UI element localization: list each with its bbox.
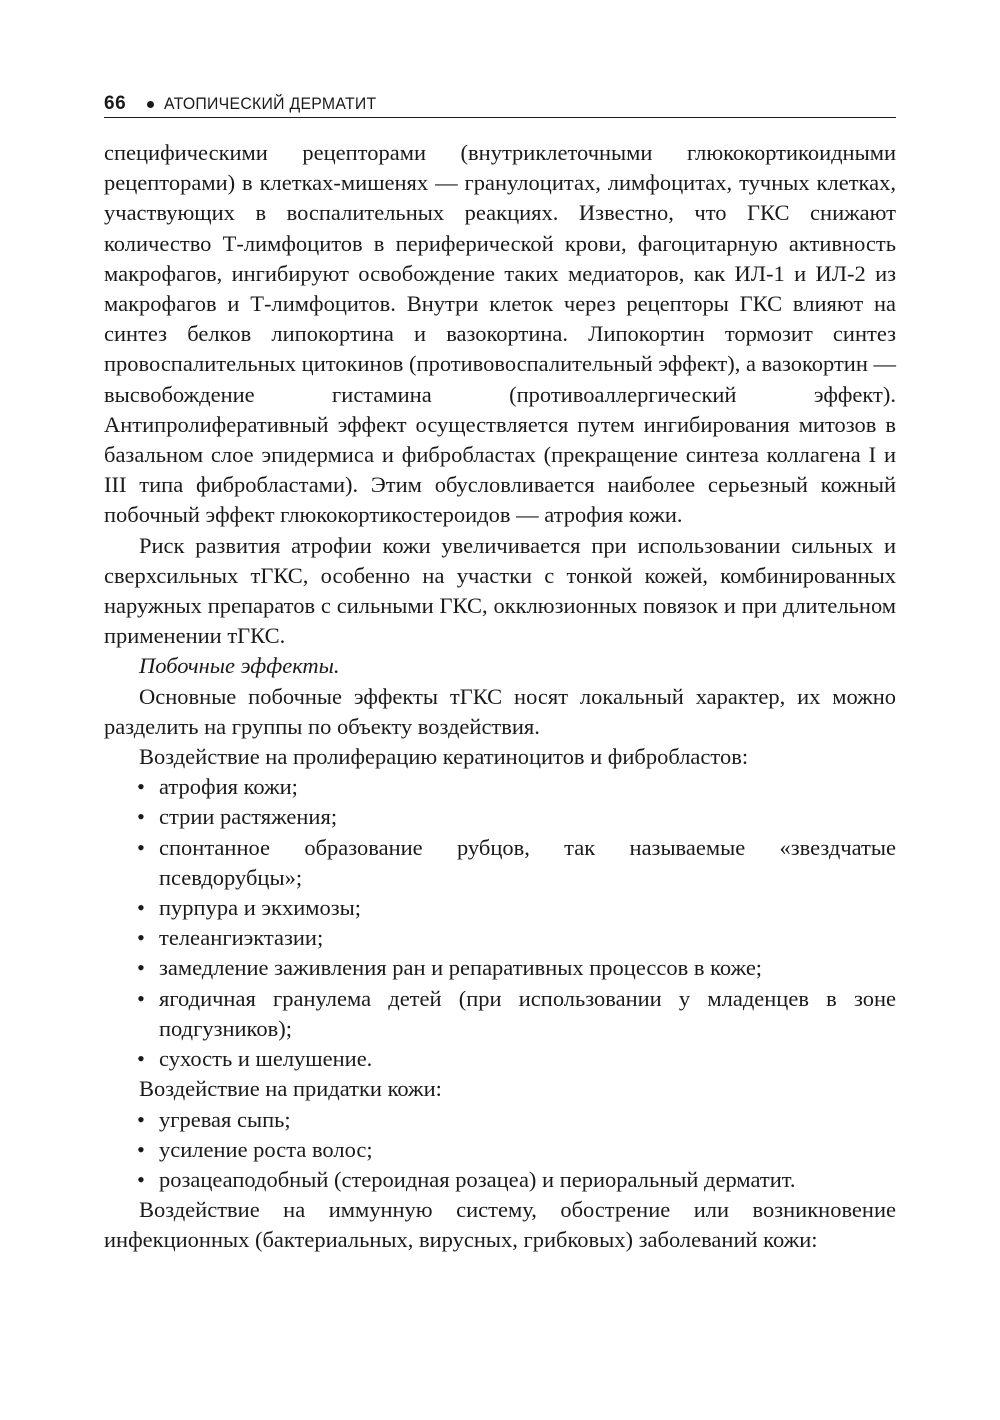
paragraph-continuation: специфическими рецепторами (внутриклеточными глюкокортикоидными рецепторами) в клетках-мишенях — гранулоцитах, лимфоцитах, тучных клетках, участвующих в воспалительных реакциях. Известно, что ГКС снижают количество Т-лимфоцитов в периферической крови, фагоцитарную активность макрофагов, ингибируют освобождение таких медиаторов, как ИЛ-1 и ИЛ-2 из макрофагов и Т-лимфоцитов. Внутри клеток через рецепторы ГКС влияют на синтез белков липокортина и вазокортина. Липокортин тормозит синтез провоспалительных цитокинов (противовоспалительный эффект), а вазокортин — высвобождение гистамина (противоаллергический эффект). Антипролиферативный эффект осуществляется путем ингибирования митозов в базальном слое эпидермиса и фибробластах (прекращение синтеза коллагена I и III типа фибробластами). Этим обусловливается наиболее серьезный кожный побочный эффект глюкокортикостероидов — атрофия кожи. — [104, 140, 896, 528]
list-item: • сухость и шелушение. — [104, 1044, 896, 1074]
group-title-proliferation: Воздействие на пролиферацию кератиноцитов и фибробластов: — [139, 744, 749, 770]
running-head — [104, 93, 896, 118]
list-item: • угревая сыпь; — [104, 1105, 896, 1135]
side-effects-heading: Побочные эффекты. — [139, 653, 340, 679]
paragraph-side-effects-intro: Основные побочные эффекты тГКС носят локальный характер, их можно разделить на группы по объекту воздействия. — [104, 683, 896, 739]
body-text — [104, 138, 896, 1256]
list-item: • розацеаподобный (стероидная розацеа) и периоральный дерматит. — [104, 1165, 896, 1195]
running-title: АТОПИЧЕСКИЙ ДЕРМАТИТ — [164, 94, 377, 113]
list-proliferation-effects — [104, 772, 896, 1074]
list-item: • атрофия кожи; — [104, 772, 896, 802]
list-item: • усиление роста волос; — [104, 1135, 896, 1165]
paragraph-atrophy-risk: Риск развития атрофии кожи увеличивается при использовании сильных и сверхсильных тГКС, особенно на участки с тонкой кожей, комбинированных наружных препаратов с сильными ГКС, окклюзионных повязок и при длительном применении тГКС. — [104, 532, 896, 649]
list-item: • замедление заживления ран и репаративных процессов в коже; — [104, 953, 896, 983]
list-item: • спонтанное образование рубцов, так называемые «звездчатые псевдорубцы»; — [104, 833, 896, 893]
list-item: • ягодичная гранулема детей (при использовании у младенцев в зоне подгузников); — [104, 984, 896, 1044]
page-number: 66 — [104, 93, 127, 114]
group-title-skin-appendages: Воздействие на придатки кожи: — [139, 1076, 442, 1102]
list-item: • пурпура и экхимозы; — [104, 893, 896, 923]
list-appendage-effects — [104, 1105, 896, 1196]
separator-dot-icon — [147, 101, 154, 108]
list-item: • телеангиэктазии; — [104, 923, 896, 953]
paragraph-immune-effects: Воздействие на иммунную систему, обострение или возникновение инфекционных (бактериальных, вирусных, грибковых) заболеваний кожи: — [104, 1197, 896, 1253]
list-item: • стрии растяжения; — [104, 802, 896, 832]
